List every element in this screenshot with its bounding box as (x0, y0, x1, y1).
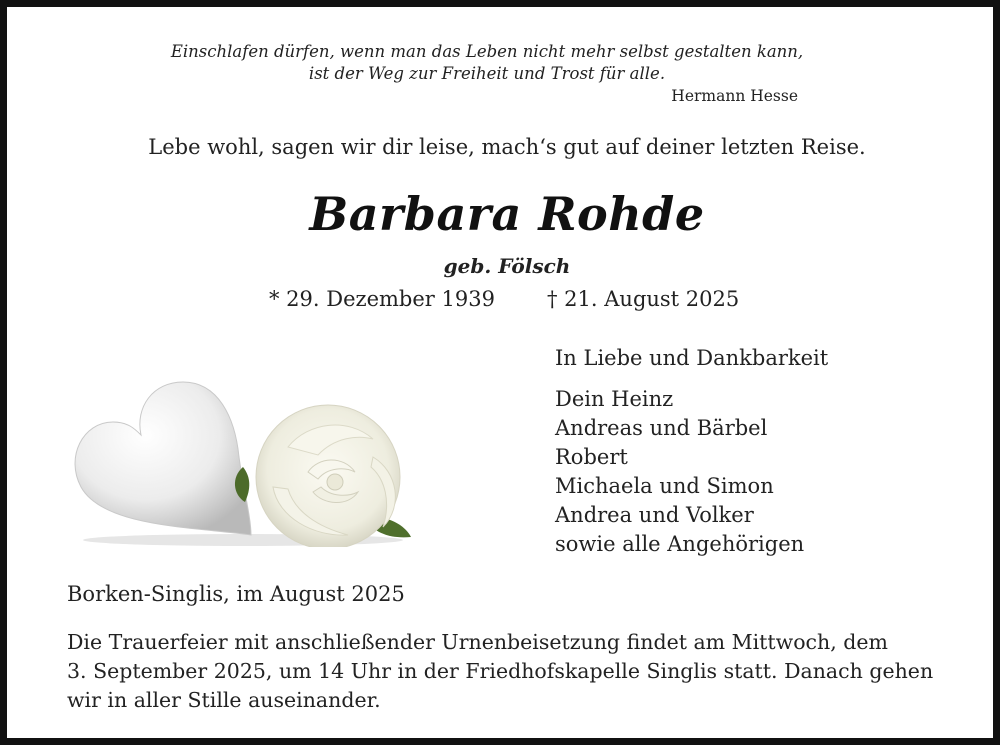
maiden-name: geb. Fölsch (443, 254, 571, 278)
service-line-3: wir in aller Stille auseinander. (67, 688, 381, 712)
heart-icon (75, 382, 251, 535)
deceased-name: Barbara Rohde (309, 187, 705, 241)
mourner-name: Michaela und Simon (555, 474, 774, 498)
quote (157, 41, 817, 85)
farewell-verse: Lebe wohl, sagen wir dir leise, mach‘s gut auf deiner letzten Reise. (148, 135, 866, 159)
thanks-intro: In Liebe und Dankbarkeit (555, 346, 829, 370)
place-and-date: Borken-Singlis, im August 2025 (67, 582, 405, 606)
mourner-name: Andreas und Bärbel (555, 416, 768, 440)
mourner-name: sowie alle Angehörigen (555, 532, 805, 556)
quote-line-1: Einschlafen dürfen, wenn man das Leben nicht mehr selbst gestalten kann, (170, 42, 804, 61)
mourner-name: Robert (555, 445, 628, 469)
service-line-2: 3. September 2025, um 14 Uhr in der Friedhofskapelle Singlis statt. Danach gehen (67, 659, 934, 683)
quote-author: Hermann Hesse (671, 87, 798, 105)
heart-and-white-rose-image (73, 377, 418, 547)
birth-date: * 29. Dezember 1939 (269, 287, 495, 311)
funeral-service-notice (67, 628, 957, 715)
death-date: † 21. August 2025 (547, 287, 740, 311)
quote-line-2: ist der Weg zur Freiheit und Trost für alle. (308, 64, 666, 83)
mourner-name: Dein Heinz (555, 387, 674, 411)
mourner-name: Andrea und Volker (555, 503, 754, 527)
service-line-1: Die Trauerfeier mit anschließender Urnenbeisetzung findet am Mittwoch, dem (67, 630, 888, 654)
mourners-list (555, 385, 804, 559)
